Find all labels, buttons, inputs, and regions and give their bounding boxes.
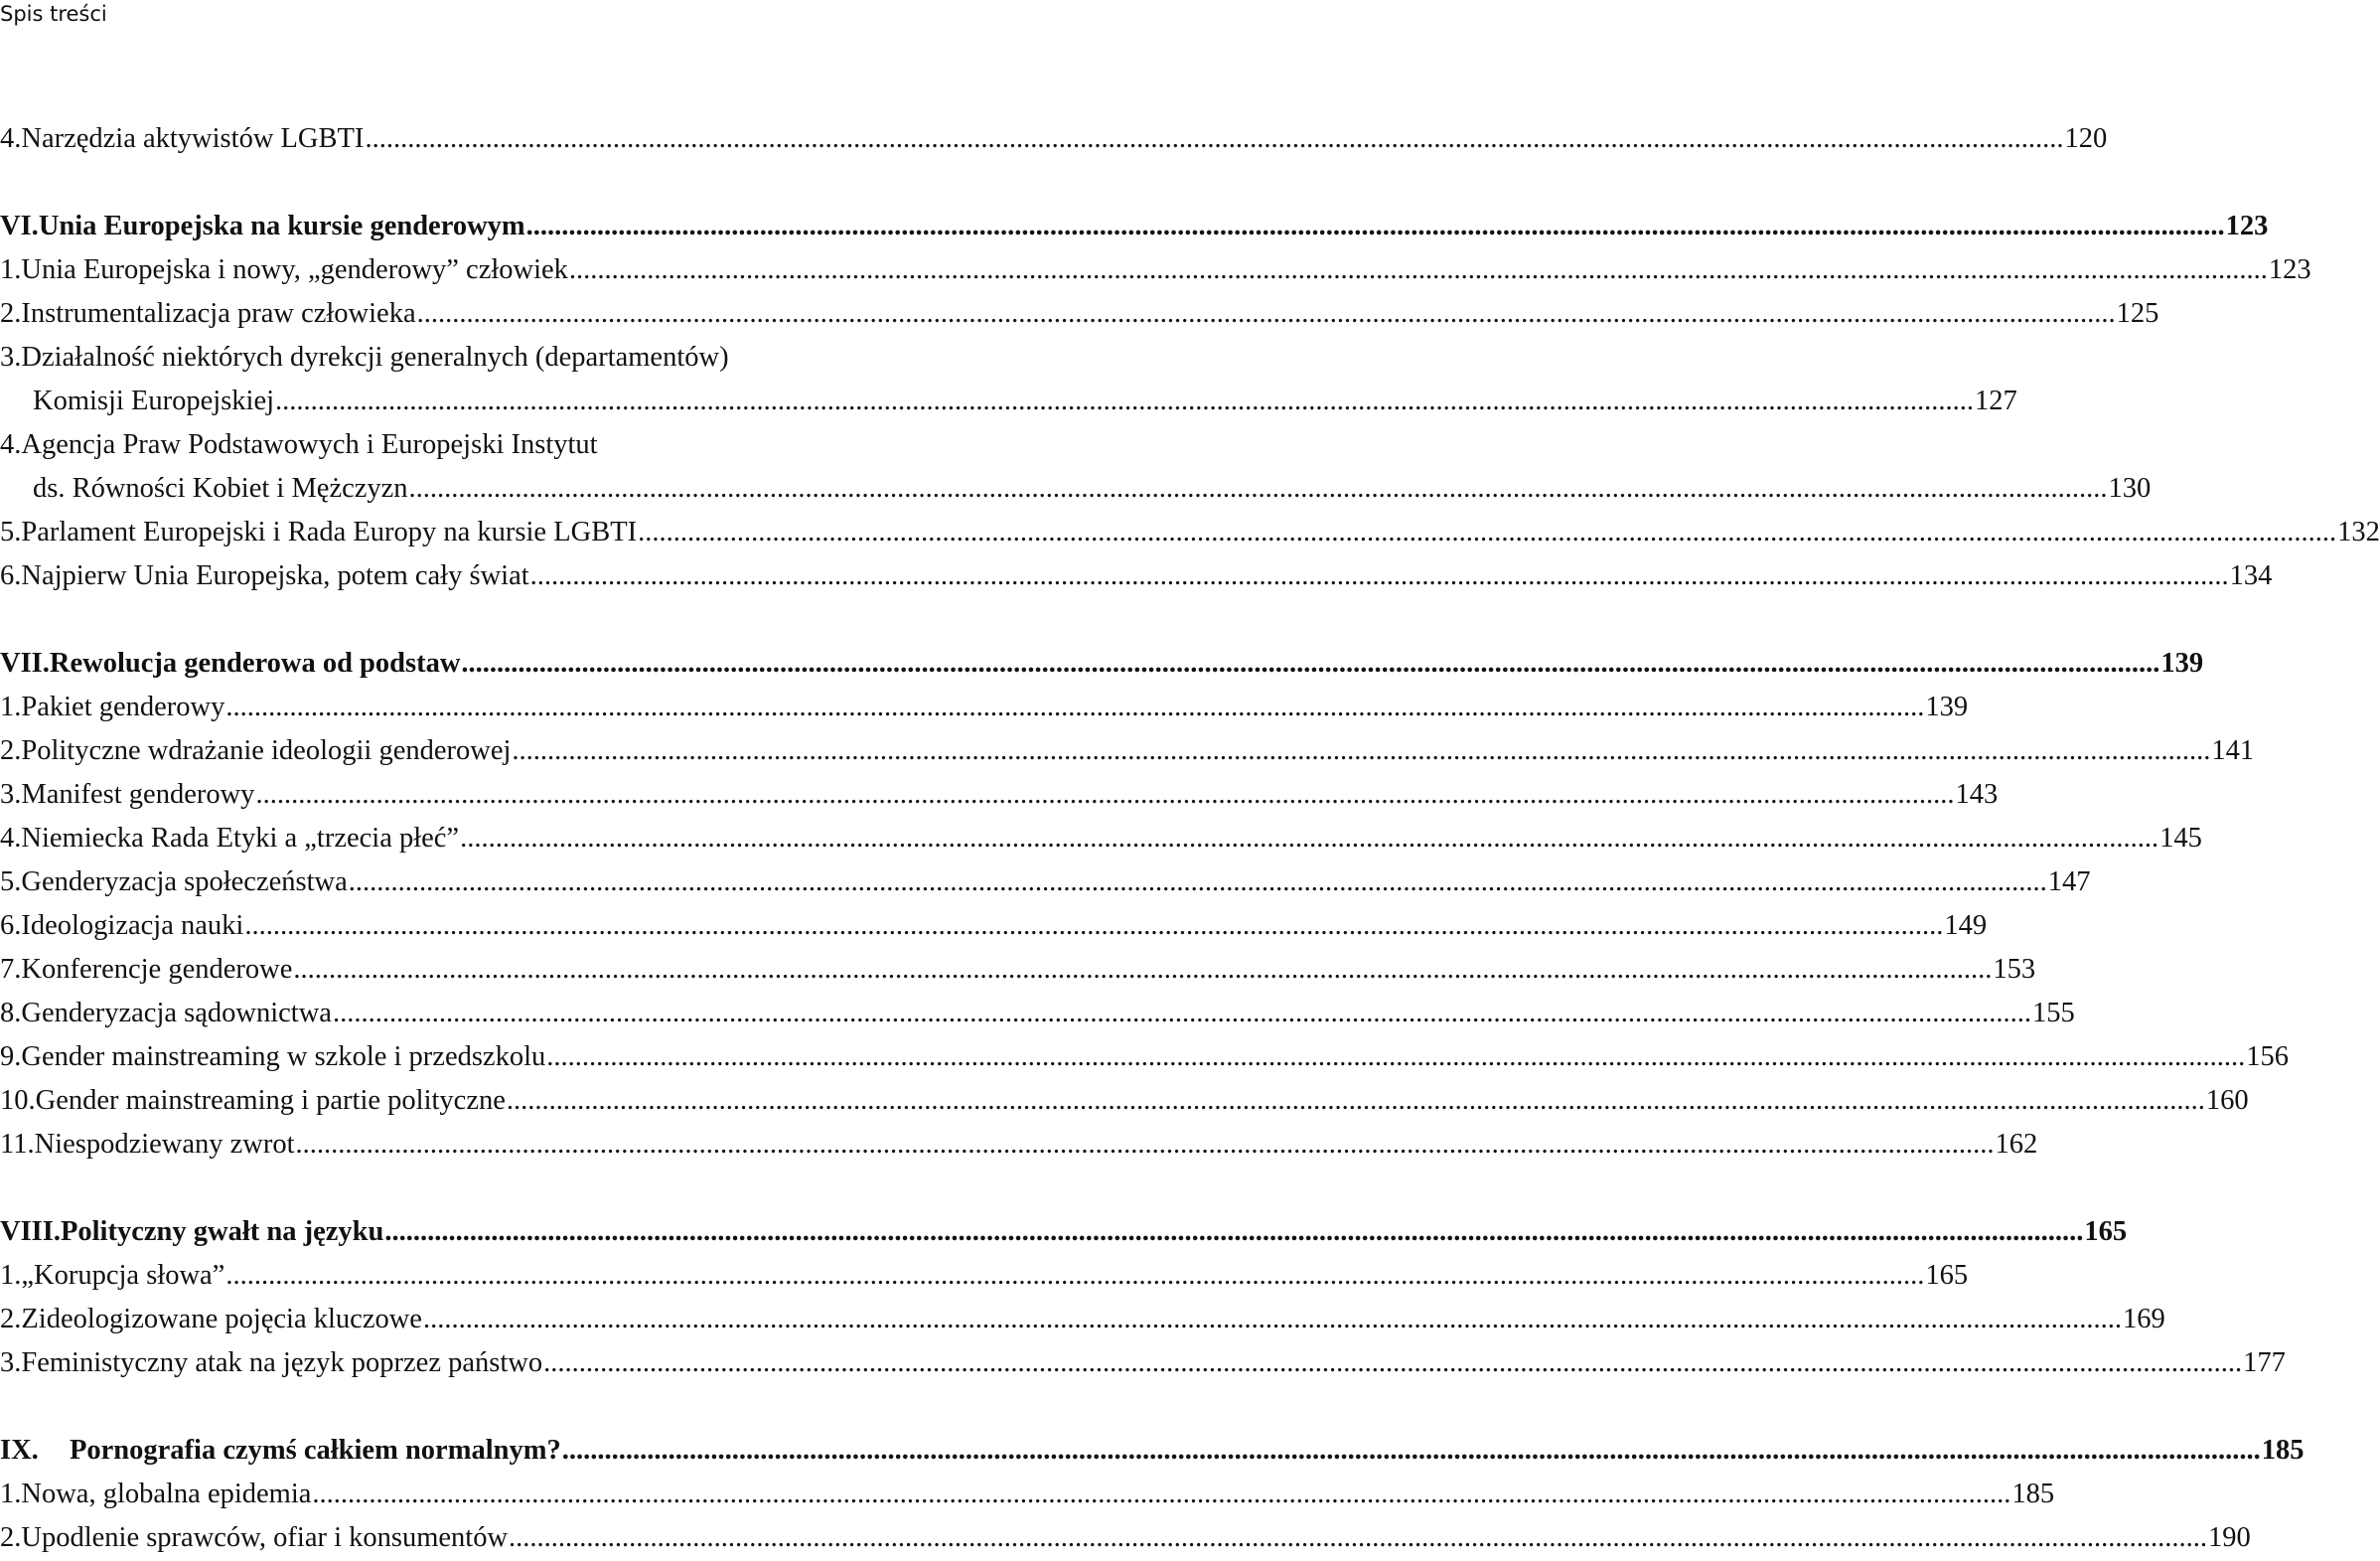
toc-entry-page: 123 (2268, 254, 2311, 285)
toc-chapter-entry[interactable] (0, 209, 2269, 244)
toc-entry-title: ds. Równości Kobiet i Mężczyzn (33, 473, 408, 504)
toc-entry-title: Instrumentalizacja praw człowieka (21, 298, 416, 329)
toc-entry-title: Narzędzia aktywistów LGBTI (21, 123, 365, 154)
toc-entry-title: „Korupcja słowa” (21, 1260, 225, 1291)
toc-dot-leader (546, 1039, 2245, 1075)
toc-entry-continuation[interactable] (0, 471, 2152, 507)
toc-entry-title: Nowa, globalna epidemia (21, 1479, 312, 1509)
toc-entry[interactable] (0, 908, 1988, 944)
toc-dot-leader (417, 296, 2116, 332)
toc-dot-leader (526, 209, 2225, 244)
toc-chapter-entry[interactable] (0, 1433, 2305, 1469)
toc-entry-title: Gender mainstreaming i partie polityczne (35, 1085, 506, 1116)
toc-entry-title: Pakiet genderowy (21, 692, 225, 722)
toc-entry[interactable] (0, 1520, 2251, 1556)
toc-entry-page: 127 (1975, 386, 2017, 416)
toc-entry-number: 5. (0, 517, 22, 547)
toc-entry-page: 130 (2108, 473, 2152, 504)
toc-entry-page: 162 (1995, 1129, 2038, 1160)
toc-chapter-entry[interactable] (0, 646, 2204, 682)
toc-entry-page: 185 (2011, 1479, 2055, 1509)
toc-entry-title: Pornografia czymś całkiem normalnym? (70, 1435, 561, 1466)
toc-entry-title: Komisji Europejskiej (33, 386, 275, 416)
toc-entry-page: 190 (2208, 1522, 2251, 1553)
toc-entry[interactable] (0, 1127, 2038, 1163)
toc-entry-title: Konferencje genderowe (21, 954, 293, 985)
toc-entry[interactable] (0, 296, 2159, 332)
toc-entry-number: 4. (0, 123, 22, 154)
toc-entry-page: 149 (1944, 910, 1988, 941)
toc-entry-page: 165 (1925, 1260, 1969, 1291)
toc-entry-number: 7. (0, 954, 22, 985)
toc-entry-number: VI. (0, 211, 39, 241)
toc-entry[interactable] (0, 777, 1999, 813)
toc-entry-number: 4. (0, 823, 22, 854)
toc-entry-title: Unia Europejska na kursie genderowym (38, 211, 525, 241)
toc-entry[interactable] (0, 1302, 2165, 1337)
toc-entry-page: 155 (2031, 998, 2075, 1028)
toc-entry-title: Genderyzacja społeczeństwa (21, 866, 348, 897)
toc-entry-number: 10. (0, 1085, 36, 1116)
toc-entry-page: 169 (2122, 1304, 2165, 1334)
toc-dot-leader (569, 252, 2268, 288)
toc-entry-page: 143 (1955, 779, 1999, 810)
toc-dot-leader (543, 1345, 2242, 1381)
toc-entry-title: Najpierw Unia Europejska, potem cały świat (21, 560, 529, 591)
toc-entry-title: Zideologizowane pojęcia kluczowe (21, 1304, 422, 1334)
toc-dot-leader (293, 952, 1992, 988)
toc-entry-title: Niespodziewany zwrot (34, 1129, 295, 1160)
toc-entry-page: 141 (2211, 735, 2255, 766)
toc-entry[interactable] (0, 952, 2036, 988)
toc-entry-page: 132 (2337, 517, 2380, 547)
toc-dot-leader (509, 1520, 2207, 1556)
toc-entry-title: Rewolucja genderowa od podstaw (49, 648, 461, 679)
toc-dot-leader (423, 1302, 2122, 1337)
toc-entry[interactable] (0, 1039, 2290, 1075)
toc-dot-leader (512, 733, 2210, 769)
toc-entry[interactable] (0, 733, 2255, 769)
toc-entry-number: 5. (0, 866, 22, 897)
toc-dot-leader (312, 1477, 2010, 1512)
toc-dot-leader (562, 1433, 2261, 1469)
toc-entry-page: 156 (2246, 1041, 2290, 1072)
toc-dot-leader (365, 121, 2063, 157)
toc-entry-number: 4. (0, 429, 22, 460)
toc-entry-title: Unia Europejska i nowy, „genderowy” człowiek (21, 254, 568, 285)
toc-entry-number: 1. (0, 254, 22, 285)
toc-dot-leader (349, 864, 2047, 900)
toc-entry-number: 2. (0, 1522, 22, 1553)
toc-entry-number: 3. (0, 1347, 22, 1378)
toc-entry-number: 2. (0, 298, 22, 329)
toc-dot-leader (460, 821, 2158, 857)
toc-entry-page: 145 (2159, 823, 2202, 854)
toc-entry-page: 125 (2116, 298, 2159, 329)
toc-dot-leader (225, 1258, 1924, 1294)
toc-dot-leader (507, 1083, 2205, 1119)
toc-entry-continuation[interactable] (0, 384, 2017, 419)
toc-entry-number: 8. (0, 998, 22, 1028)
toc-entry-page: 120 (2064, 123, 2108, 154)
toc-dot-leader (244, 908, 1943, 944)
toc-entry[interactable] (0, 690, 1969, 725)
toc-entry[interactable] (0, 427, 950, 463)
toc-dot-leader (296, 1127, 1995, 1163)
toc-entry-page: 139 (2160, 648, 2204, 679)
toc-entry-page: 185 (2261, 1435, 2305, 1466)
toc-entry[interactable] (0, 1083, 2249, 1119)
toc-entry[interactable] (0, 1345, 2286, 1381)
toc-entry[interactable] (0, 821, 2202, 857)
toc-entry[interactable] (0, 252, 2311, 288)
toc-dot-leader (384, 1214, 2083, 1250)
toc-entry-number: 2. (0, 1304, 22, 1334)
toc-dot-leader (333, 996, 2031, 1031)
toc-entry-number: 1. (0, 1479, 22, 1509)
toc-entry[interactable] (0, 121, 2108, 157)
toc-entry-title: Polityczny gwałt na języku (60, 1216, 384, 1247)
toc-entry-title: Feministyczny atak na język poprzez państwo (21, 1347, 543, 1378)
toc-entry-page: 177 (2243, 1347, 2286, 1378)
toc-entry-page: 153 (1993, 954, 2036, 985)
toc-dot-leader (638, 515, 2336, 550)
toc-entry-title: Agencja Praw Podstawowych i Europejski Instytut (21, 429, 598, 460)
toc-entry-number: 1. (0, 1260, 22, 1291)
page-header (0, 0, 107, 28)
toc-entry-page: 139 (1925, 692, 1969, 722)
toc-entry-number: 6. (0, 560, 22, 591)
header-title: Spis treści (0, 2, 107, 26)
toc-entry-number: 1. (0, 692, 22, 722)
toc-entry-number: 9. (0, 1041, 22, 1072)
toc-dot-leader (275, 384, 1974, 419)
toc-dot-leader (225, 690, 1924, 725)
toc-entry-number: VII. (0, 648, 50, 679)
toc-entry-title: Parlament Europejski i Rada Europy na kursie LGBTI (21, 517, 638, 547)
toc-entry[interactable] (0, 340, 950, 376)
toc-entry-title: Niemiecka Rada Etyki a „trzecia płeć” (21, 823, 460, 854)
toc-entry[interactable] (0, 1258, 1969, 1294)
toc-entry-title: Ideologizacja nauki (21, 910, 244, 941)
toc-entry-title: Działalność niektórych dyrekcji generalnych (departamentów) (21, 342, 729, 373)
toc-entry-number: 2. (0, 735, 22, 766)
toc-entry-title: Gender mainstreaming w szkole i przedszkolu (21, 1041, 546, 1072)
toc-entry-number: VIII. (0, 1216, 61, 1247)
toc-dot-leader (409, 471, 2108, 507)
toc-entry-number: 3. (0, 342, 22, 373)
toc-dot-leader (461, 646, 2159, 682)
toc-entry-title: Genderyzacja sądownictwa (21, 998, 332, 1028)
toc-dot-leader (255, 777, 1954, 813)
toc-entry[interactable] (0, 1477, 2055, 1512)
toc-entry-title: Polityczne wdrażanie ideologii genderowej (21, 735, 512, 766)
toc-entry-page: 160 (2205, 1085, 2249, 1116)
toc-entry-page: 123 (2225, 211, 2269, 241)
toc-entry[interactable] (0, 558, 2273, 594)
toc-entry-number: 11. (0, 1129, 35, 1160)
toc-chapter-entry[interactable] (0, 1214, 2128, 1250)
toc-entry-title: Manifest genderowy (21, 779, 255, 810)
toc-entry[interactable] (0, 515, 2380, 550)
toc-entry[interactable] (0, 996, 2075, 1031)
toc-entry-number: 3. (0, 779, 22, 810)
toc-entry-number: 6. (0, 910, 22, 941)
toc-entry[interactable] (0, 864, 2091, 900)
toc-entry-page: 134 (2229, 560, 2273, 591)
toc-entry-title: Upodlenie sprawców, ofiar i konsumentów (21, 1522, 509, 1553)
toc-entry-page: 165 (2084, 1216, 2128, 1247)
toc-entry-page: 147 (2047, 866, 2091, 897)
toc-dot-leader (530, 558, 2229, 594)
toc-entry-number: IX. (0, 1435, 39, 1466)
